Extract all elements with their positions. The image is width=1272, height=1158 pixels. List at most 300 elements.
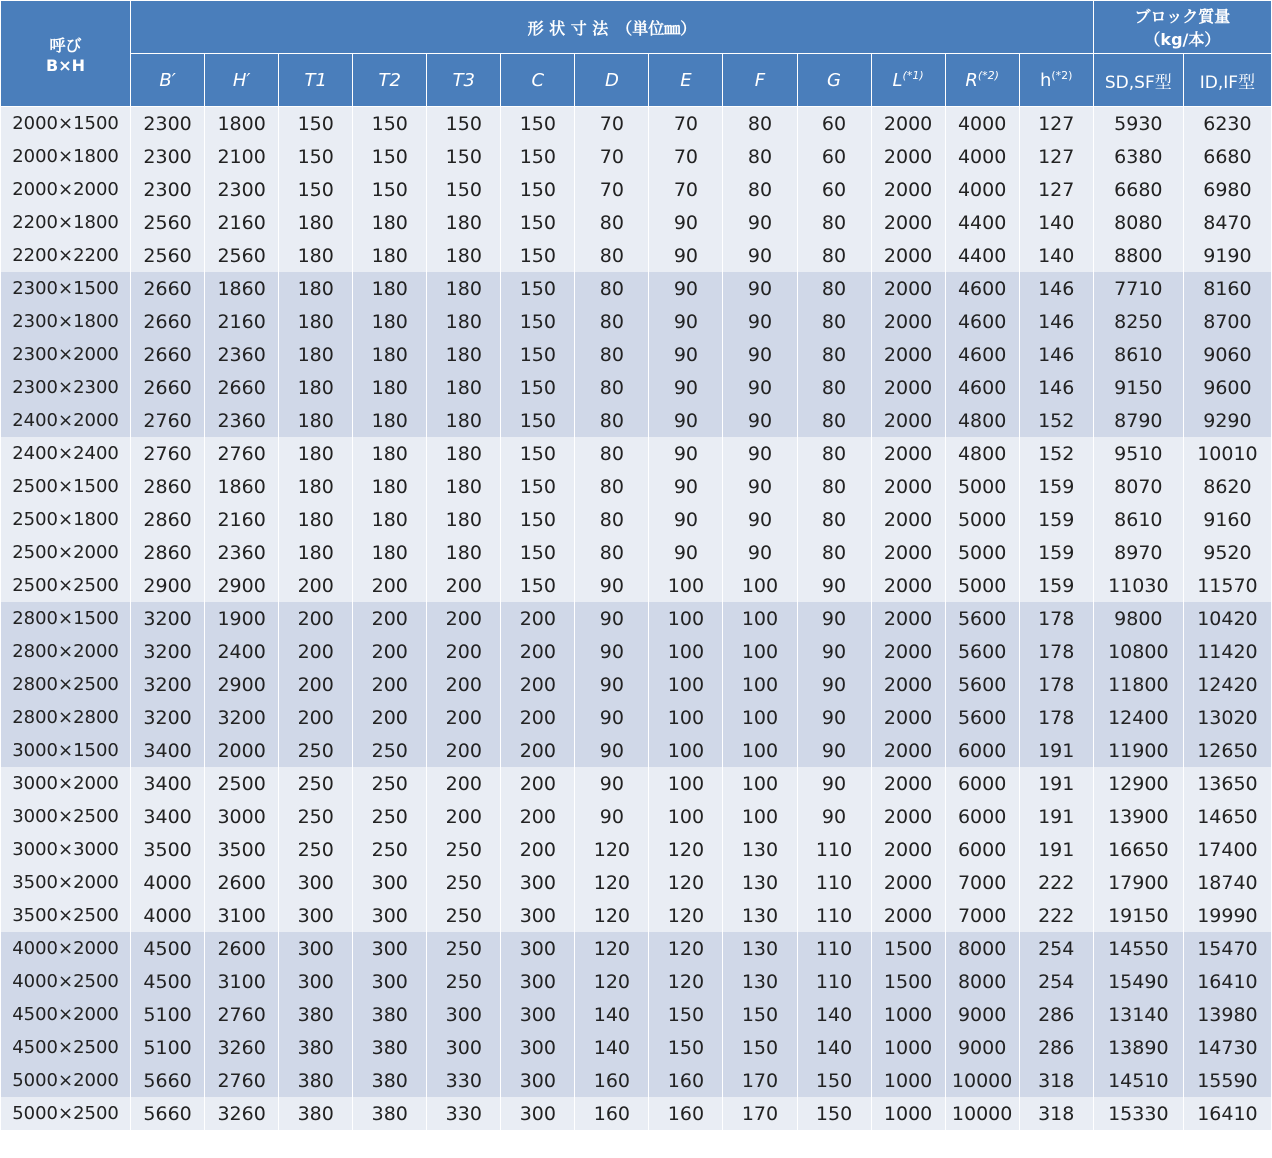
table-cell: 180 — [353, 404, 427, 437]
table-cell: 80 — [797, 338, 871, 371]
table-cell: 160 — [575, 1097, 649, 1130]
table-cell: 300 — [279, 866, 353, 899]
table-cell: 9000 — [945, 1031, 1019, 1064]
nominal-size-cell: 3500×2500 — [1, 899, 131, 932]
table-cell: 100 — [723, 701, 797, 734]
table-cell: 90 — [649, 503, 723, 536]
table-cell: 180 — [279, 338, 353, 371]
table-cell: 3400 — [131, 767, 205, 800]
table-cell: 250 — [353, 833, 427, 866]
table-row — [1, 503, 1272, 536]
table-cell: 2000 — [871, 899, 945, 932]
table-cell: 130 — [723, 932, 797, 965]
table-cell: 13900 — [1093, 800, 1183, 833]
table-cell: 180 — [279, 404, 353, 437]
table-cell: 110 — [797, 866, 871, 899]
table-cell: 130 — [723, 866, 797, 899]
table-cell: 2560 — [131, 206, 205, 239]
table-cell: 2660 — [131, 371, 205, 404]
table-cell: 3500 — [205, 833, 279, 866]
col-r-label: R — [965, 69, 978, 91]
table-cell: 380 — [279, 1064, 353, 1097]
table-cell: 150 — [501, 239, 575, 272]
table-cell: 254 — [1019, 965, 1093, 998]
table-cell: 2000 — [871, 437, 945, 470]
table-cell: 200 — [279, 701, 353, 734]
table-cell: 2160 — [205, 305, 279, 338]
table-cell: 1900 — [205, 602, 279, 635]
table-cell: 2660 — [131, 305, 205, 338]
table-cell: 200 — [279, 635, 353, 668]
table-cell: 4600 — [945, 272, 1019, 305]
table-cell: 286 — [1019, 1031, 1093, 1064]
table-cell: 2000 — [871, 140, 945, 173]
col-t1: T1 — [279, 54, 353, 107]
table-cell: 9150 — [1093, 371, 1183, 404]
table-cell: 200 — [427, 668, 501, 701]
table-cell: 300 — [501, 899, 575, 932]
table-cell: 1860 — [205, 470, 279, 503]
table-cell: 180 — [279, 272, 353, 305]
table-cell: 14650 — [1183, 800, 1271, 833]
table-row — [1, 1064, 1272, 1097]
nominal-size-cell: 4000×2000 — [1, 932, 131, 965]
table-row — [1, 536, 1272, 569]
table-cell: 146 — [1019, 272, 1093, 305]
table-cell: 2360 — [205, 404, 279, 437]
block-mass-label: ブロック質量 — [1134, 7, 1231, 26]
table-row — [1, 833, 1272, 866]
table-cell: 200 — [353, 602, 427, 635]
table-row — [1, 206, 1272, 239]
table-cell: 380 — [353, 1064, 427, 1097]
table-row — [1, 635, 1272, 668]
table-cell: 3200 — [205, 701, 279, 734]
table-cell: 2000 — [871, 536, 945, 569]
table-cell: 380 — [279, 1097, 353, 1130]
table-cell: 5600 — [945, 602, 1019, 635]
table-cell: 159 — [1019, 536, 1093, 569]
col-d: D — [575, 54, 649, 107]
table-cell: 191 — [1019, 734, 1093, 767]
col-t2: T2 — [353, 54, 427, 107]
table-cell: 200 — [501, 734, 575, 767]
table-cell: 2860 — [131, 503, 205, 536]
table-cell: 2760 — [131, 437, 205, 470]
nominal-size-cell: 2400×2400 — [1, 437, 131, 470]
table-cell: 8610 — [1093, 503, 1183, 536]
table-cell: 13140 — [1093, 998, 1183, 1031]
table-cell: 80 — [797, 371, 871, 404]
table-cell: 300 — [501, 932, 575, 965]
table-cell: 150 — [501, 305, 575, 338]
table-cell: 2900 — [205, 569, 279, 602]
table-cell: 286 — [1019, 998, 1093, 1031]
table-cell: 200 — [427, 602, 501, 635]
table-cell: 12420 — [1183, 668, 1271, 701]
table-cell: 4400 — [945, 206, 1019, 239]
table-cell: 250 — [353, 800, 427, 833]
col-h-small-note: (*2) — [1051, 68, 1073, 82]
table-cell: 300 — [501, 998, 575, 1031]
nominal-label: 呼び — [49, 35, 82, 55]
table-cell: 1000 — [871, 1031, 945, 1064]
table-row — [1, 734, 1272, 767]
table-cell: 9290 — [1183, 404, 1271, 437]
table-cell: 4400 — [945, 239, 1019, 272]
table-cell: 200 — [427, 800, 501, 833]
table-cell: 3400 — [131, 734, 205, 767]
table-cell: 70 — [649, 140, 723, 173]
nominal-size-cell: 2800×2000 — [1, 635, 131, 668]
table-cell: 100 — [723, 635, 797, 668]
table-cell: 250 — [427, 932, 501, 965]
table-cell: 150 — [427, 173, 501, 206]
table-cell: 200 — [279, 569, 353, 602]
table-row — [1, 140, 1272, 173]
table-cell: 180 — [427, 503, 501, 536]
table-cell: 120 — [649, 899, 723, 932]
table-cell: 180 — [353, 338, 427, 371]
nominal-size-cell: 3000×2000 — [1, 767, 131, 800]
table-cell: 2000 — [871, 239, 945, 272]
table-cell: 80 — [575, 536, 649, 569]
col-l-label: L — [892, 69, 903, 91]
table-body — [1, 107, 1272, 1131]
table-cell: 6680 — [1093, 173, 1183, 206]
table-cell: 130 — [723, 965, 797, 998]
nominal-size-cell: 2500×1800 — [1, 503, 131, 536]
block-mass-header — [1093, 1, 1271, 54]
table-cell: 10000 — [945, 1097, 1019, 1130]
table-cell: 13020 — [1183, 701, 1271, 734]
table-cell: 14730 — [1183, 1031, 1271, 1064]
table-cell: 130 — [723, 899, 797, 932]
table-cell: 200 — [427, 635, 501, 668]
table-cell: 90 — [723, 305, 797, 338]
table-cell: 80 — [797, 404, 871, 437]
table-cell: 180 — [279, 536, 353, 569]
table-cell: 90 — [723, 404, 797, 437]
table-cell: 180 — [353, 272, 427, 305]
table-cell: 150 — [427, 107, 501, 141]
table-row — [1, 437, 1272, 470]
table-cell: 170 — [723, 1064, 797, 1097]
nominal-sub-label: B×H — [46, 55, 86, 75]
table-cell: 200 — [501, 668, 575, 701]
table-cell: 90 — [649, 404, 723, 437]
table-row — [1, 899, 1272, 932]
table-cell: 110 — [797, 932, 871, 965]
table-cell: 159 — [1019, 569, 1093, 602]
table-cell: 90 — [723, 338, 797, 371]
table-cell: 150 — [797, 1097, 871, 1130]
table-cell: 80 — [575, 437, 649, 470]
table-cell: 2300 — [205, 173, 279, 206]
table-row — [1, 272, 1272, 305]
table-cell: 2760 — [131, 404, 205, 437]
table-row — [1, 767, 1272, 800]
block-mass-unit: （kg/本） — [1144, 30, 1221, 49]
table-cell: 90 — [723, 503, 797, 536]
table-cell: 180 — [279, 437, 353, 470]
table-cell: 90 — [575, 635, 649, 668]
col-b-prime: B′ — [131, 54, 205, 107]
table-cell: 3200 — [131, 602, 205, 635]
table-cell: 2000 — [871, 767, 945, 800]
table-cell: 250 — [427, 833, 501, 866]
table-row — [1, 866, 1272, 899]
table-cell: 15490 — [1093, 965, 1183, 998]
table-cell: 150 — [501, 272, 575, 305]
table-cell: 150 — [427, 140, 501, 173]
table-cell: 150 — [649, 998, 723, 1031]
table-cell: 60 — [797, 173, 871, 206]
table-cell: 146 — [1019, 338, 1093, 371]
table-cell: 9060 — [1183, 338, 1271, 371]
table-cell: 300 — [501, 1064, 575, 1097]
table-cell: 127 — [1019, 140, 1093, 173]
table-cell: 13980 — [1183, 998, 1271, 1031]
table-cell: 80 — [797, 272, 871, 305]
table-cell: 90 — [649, 206, 723, 239]
table-row — [1, 470, 1272, 503]
table-cell: 70 — [649, 173, 723, 206]
table-cell: 200 — [501, 833, 575, 866]
table-cell: 3260 — [205, 1097, 279, 1130]
table-cell: 100 — [723, 767, 797, 800]
table-cell: 180 — [353, 305, 427, 338]
table-cell: 9520 — [1183, 536, 1271, 569]
col-r-note: (*2) — [977, 68, 999, 82]
table-cell: 300 — [501, 1097, 575, 1130]
table-cell: 130 — [723, 833, 797, 866]
table-cell: 15470 — [1183, 932, 1271, 965]
table-cell: 10420 — [1183, 602, 1271, 635]
table-cell: 120 — [649, 965, 723, 998]
table-cell: 330 — [427, 1064, 501, 1097]
table-cell: 4800 — [945, 404, 1019, 437]
nominal-size-cell: 3000×3000 — [1, 833, 131, 866]
table-cell: 200 — [427, 701, 501, 734]
table-cell: 250 — [279, 800, 353, 833]
table-cell: 11800 — [1093, 668, 1183, 701]
table-cell: 152 — [1019, 404, 1093, 437]
table-cell: 2000 — [871, 338, 945, 371]
table-cell: 300 — [279, 899, 353, 932]
table-cell: 4800 — [945, 437, 1019, 470]
nominal-size-cell: 2300×2300 — [1, 371, 131, 404]
table-cell: 3260 — [205, 1031, 279, 1064]
table-cell: 180 — [279, 503, 353, 536]
table-cell: 90 — [723, 536, 797, 569]
table-cell: 200 — [501, 701, 575, 734]
table-cell: 2000 — [871, 602, 945, 635]
table-cell: 2000 — [871, 503, 945, 536]
table-cell: 1000 — [871, 998, 945, 1031]
table-cell: 2860 — [131, 470, 205, 503]
table-cell: 4000 — [945, 107, 1019, 141]
table-cell: 5600 — [945, 635, 1019, 668]
table-cell: 160 — [649, 1064, 723, 1097]
table-cell: 100 — [649, 701, 723, 734]
table-cell: 8610 — [1093, 338, 1183, 371]
table-cell: 100 — [649, 602, 723, 635]
table-cell: 8080 — [1093, 206, 1183, 239]
table-cell: 150 — [501, 437, 575, 470]
table-cell: 3200 — [131, 701, 205, 734]
table-cell: 100 — [723, 569, 797, 602]
col-f: F — [723, 54, 797, 107]
table-cell: 1000 — [871, 1064, 945, 1097]
table-cell: 80 — [575, 404, 649, 437]
table-cell: 300 — [353, 965, 427, 998]
table-cell: 90 — [649, 536, 723, 569]
nominal-size-header — [1, 1, 131, 107]
table-cell: 9800 — [1093, 602, 1183, 635]
table-cell: 150 — [353, 173, 427, 206]
table-cell: 8790 — [1093, 404, 1183, 437]
table-cell: 60 — [797, 107, 871, 141]
table-cell: 4000 — [945, 173, 1019, 206]
table-cell: 200 — [427, 569, 501, 602]
table-cell: 2360 — [205, 338, 279, 371]
col-h-prime: H′ — [205, 54, 279, 107]
table-row — [1, 602, 1272, 635]
table-cell: 100 — [649, 569, 723, 602]
table-cell: 380 — [353, 998, 427, 1031]
table-cell: 4000 — [945, 140, 1019, 173]
table-cell: 200 — [279, 668, 353, 701]
table-cell: 4600 — [945, 305, 1019, 338]
table-cell: 180 — [279, 239, 353, 272]
table-cell: 2000 — [871, 833, 945, 866]
table-cell: 90 — [723, 437, 797, 470]
table-cell: 1860 — [205, 272, 279, 305]
table-cell: 80 — [575, 338, 649, 371]
table-header — [1, 1, 1272, 107]
table-cell: 200 — [279, 602, 353, 635]
table-cell: 90 — [723, 470, 797, 503]
nominal-size-cell: 2500×2000 — [1, 536, 131, 569]
table-cell: 80 — [575, 239, 649, 272]
table-cell: 4000 — [131, 866, 205, 899]
table-cell: 3100 — [205, 965, 279, 998]
table-cell: 180 — [427, 305, 501, 338]
col-sd-sf-type: SD,SF型 — [1093, 54, 1183, 107]
table-cell: 250 — [279, 767, 353, 800]
table-cell: 90 — [575, 767, 649, 800]
table-cell: 5930 — [1093, 107, 1183, 141]
table-cell: 140 — [797, 1031, 871, 1064]
table-cell: 180 — [427, 470, 501, 503]
table-cell: 178 — [1019, 701, 1093, 734]
table-cell: 150 — [353, 107, 427, 141]
table-cell: 150 — [279, 140, 353, 173]
table-cell: 2660 — [205, 371, 279, 404]
table-cell: 80 — [797, 206, 871, 239]
table-cell: 120 — [575, 932, 649, 965]
table-cell: 90 — [575, 800, 649, 833]
col-l-note: (*1) — [902, 68, 924, 82]
table-cell: 4500 — [131, 932, 205, 965]
table-cell: 180 — [353, 503, 427, 536]
table-cell: 80 — [797, 536, 871, 569]
nominal-size-cell: 2200×1800 — [1, 206, 131, 239]
table-cell: 90 — [723, 371, 797, 404]
table-row — [1, 965, 1272, 998]
table-cell: 380 — [353, 1097, 427, 1130]
table-cell: 18740 — [1183, 866, 1271, 899]
table-cell: 80 — [575, 272, 649, 305]
table-cell: 5000 — [945, 536, 1019, 569]
table-cell: 110 — [797, 833, 871, 866]
table-row — [1, 239, 1272, 272]
nominal-size-cell: 2500×2500 — [1, 569, 131, 602]
table-cell: 80 — [575, 206, 649, 239]
table-cell: 6000 — [945, 767, 1019, 800]
table-cell: 80 — [575, 371, 649, 404]
table-cell: 140 — [1019, 239, 1093, 272]
table-cell: 80 — [797, 470, 871, 503]
table-cell: 90 — [797, 701, 871, 734]
table-cell: 178 — [1019, 602, 1093, 635]
table-cell: 254 — [1019, 932, 1093, 965]
table-cell: 80 — [575, 470, 649, 503]
table-cell: 5100 — [131, 1031, 205, 1064]
table-cell: 2000 — [871, 371, 945, 404]
table-cell: 70 — [575, 173, 649, 206]
table-cell: 1500 — [871, 965, 945, 998]
table-cell: 120 — [575, 833, 649, 866]
col-h-small — [1019, 54, 1093, 107]
table-cell: 80 — [797, 305, 871, 338]
table-cell: 180 — [279, 371, 353, 404]
table-row — [1, 569, 1272, 602]
table-cell: 11030 — [1093, 569, 1183, 602]
table-cell: 6230 — [1183, 107, 1271, 141]
table-cell: 100 — [649, 668, 723, 701]
table-cell: 90 — [649, 470, 723, 503]
table-row — [1, 701, 1272, 734]
table-cell: 6000 — [945, 833, 1019, 866]
shape-dimensions-header: 形 状 寸 法 （単位㎜） — [131, 1, 1094, 54]
table-cell: 200 — [501, 767, 575, 800]
table-cell: 2000 — [205, 734, 279, 767]
table-cell: 180 — [353, 239, 427, 272]
table-cell: 180 — [279, 305, 353, 338]
table-cell: 2000 — [871, 635, 945, 668]
table-cell: 200 — [427, 734, 501, 767]
table-cell: 250 — [427, 965, 501, 998]
table-cell: 4500 — [131, 965, 205, 998]
table-cell: 150 — [501, 503, 575, 536]
col-l — [871, 54, 945, 107]
table-cell: 9510 — [1093, 437, 1183, 470]
table-cell: 180 — [427, 338, 501, 371]
table-cell: 330 — [427, 1097, 501, 1130]
table-cell: 120 — [649, 932, 723, 965]
table-cell: 180 — [427, 404, 501, 437]
table-cell: 250 — [279, 734, 353, 767]
table-cell: 150 — [797, 1064, 871, 1097]
table-cell: 150 — [501, 536, 575, 569]
table-cell: 5660 — [131, 1097, 205, 1130]
table-row — [1, 998, 1272, 1031]
table-cell: 2560 — [131, 239, 205, 272]
table-cell: 1800 — [205, 107, 279, 141]
nominal-size-cell: 2300×2000 — [1, 338, 131, 371]
